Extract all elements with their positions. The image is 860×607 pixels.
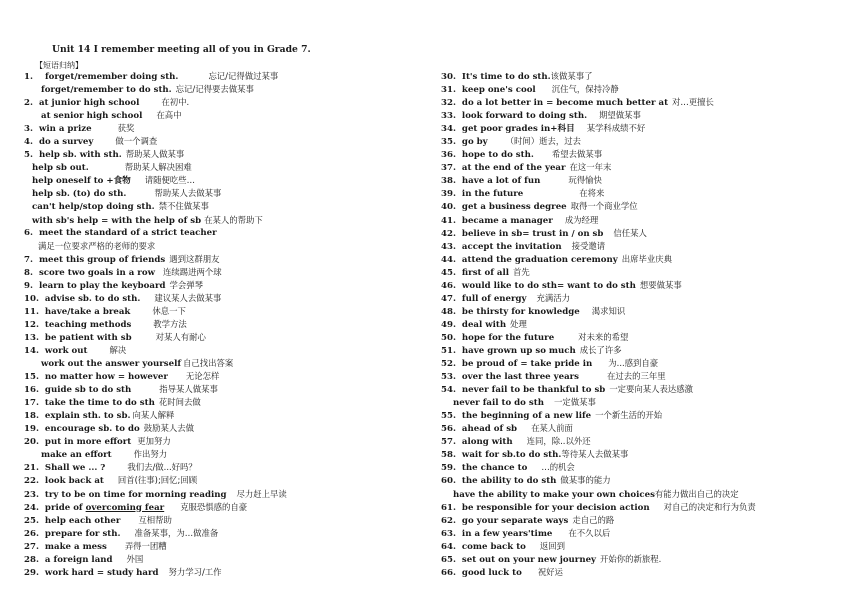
phrase-english: 51. have grown up so much [441, 345, 576, 356]
phrase-english: 53. over the last three years [441, 372, 580, 383]
phrase-chinese: 祝好运 [537, 566, 563, 577]
phrase-chinese: 满足一位要求严格的老师的要求 [38, 240, 156, 251]
phrase-entry [441, 566, 851, 579]
phrase-chinese: 建议某人去做某事 [154, 292, 222, 303]
phrase-entry [24, 553, 424, 566]
phrase-english: at senior high school [41, 111, 143, 122]
phrase-chinese: 自己找出答案 [183, 358, 234, 369]
phrase-list-right [441, 70, 851, 579]
phrase-chinese: 对自己的决定和行为负责 [663, 501, 756, 512]
phrase-english: 30. It's time to do sth. [441, 72, 551, 82]
phrase-english: 48. be thirsty for knowledge [441, 306, 580, 317]
phrase-chinese: 弄得一团糟 [124, 540, 167, 551]
phrase-english: 45. first of all [441, 267, 510, 278]
phrase-english: 33. look forward to doing sth. [441, 111, 588, 122]
phrase-chinese: 连续踢进两个球 [162, 266, 222, 277]
phrase-entry [441, 383, 851, 396]
phrase-entry [441, 148, 851, 161]
phrase-english: 54. never fail to be thankful to sb [441, 385, 606, 396]
phrase-english: 9. learn to play the keyboard [24, 280, 166, 291]
phrase-english: 35. go by [441, 137, 488, 148]
phrase-english: forget/remember to do sth. [41, 85, 172, 96]
phrase-chinese: 在初中. [161, 97, 190, 108]
phrase-english: 57. along with [441, 437, 513, 448]
phrase-english: 55. the beginning of a new life [441, 411, 592, 422]
phrase-chinese: 请随便吃些… [144, 175, 196, 186]
phrase-english: 44. attend the graduation ceremony [441, 254, 618, 265]
phrase-entry [24, 266, 424, 279]
phrase-chinese: 对…更擅长 [672, 97, 714, 108]
phrase-chinese: 在不久以后 [568, 527, 611, 538]
section-heading: 【短语归纳】 [35, 61, 83, 70]
phrase-entry [24, 83, 424, 96]
phrase-chinese: 无论怎样 [185, 371, 220, 382]
phrase-chinese: 帮助某人做某事 [125, 149, 185, 160]
phrase-entry [24, 409, 424, 422]
phrase-chinese: 等待某人去做某事 [561, 449, 629, 460]
phrase-chinese: 一个新生活的开始 [595, 410, 663, 421]
phrase-list-left [24, 70, 424, 579]
phrase-chinese: 连同，除..以外还 [526, 436, 591, 447]
phrase-chinese: 该做某事了 [550, 71, 593, 81]
phrase-english: 37. at the end of the year [441, 163, 566, 174]
phrase-chinese: 准备某事，为…做准备 [134, 527, 219, 538]
phrase-entry [441, 305, 851, 318]
phrase-english: 5. help sb. with sth. [24, 150, 122, 161]
phrase-chinese: 返回到 [539, 540, 566, 551]
phrase-chinese: 开始你的新旅程. [600, 553, 662, 564]
phrase-entry [24, 318, 424, 331]
phrase-english: 43. accept the invitation [441, 241, 562, 252]
phrase-english: 42. believe in sb= trust in / on sb [441, 228, 604, 239]
phrase-chinese: 忘记/记得要去做某事 [175, 84, 254, 95]
phrase-english: 39. in the future [441, 189, 524, 200]
phrase-chinese: 花时间去做 [158, 397, 201, 408]
phrase-entry [441, 553, 851, 566]
phrase-entry [24, 370, 424, 383]
phrase-english: 28. a foreign land [24, 554, 113, 565]
phrase-english: 47. full of energy [441, 293, 527, 304]
phrase-entry [24, 396, 424, 409]
phrase-english: 59. the chance to [441, 463, 528, 474]
phrase-english: 64. come back to [441, 541, 526, 552]
phrase-chinese: 在某人的帮助下 [204, 214, 263, 225]
phrase-english: 16. guide sb to do sth [24, 385, 132, 396]
phrase-english: 52. be proud of = take pride in [441, 359, 593, 370]
phrase-entry [441, 318, 851, 331]
phrase-chinese: 某学科成绩不好 [586, 123, 646, 134]
phrase-chinese: 外国 [126, 553, 144, 564]
phrase-chinese: 我们去/做...好吗？ [127, 462, 197, 473]
phrase-entry [441, 161, 851, 174]
phrase-english: 27. make a mess [24, 541, 107, 552]
phrase-english: 2. at junior high school [24, 98, 140, 109]
phrase-chinese: 指导某人做某事 [159, 384, 218, 395]
phrase-english: 46. would like to do sth= want to do sth [441, 280, 636, 291]
phrase-english: 38. have a lot of fun [441, 176, 541, 187]
phrase-entry [441, 488, 851, 501]
phrase-entry [441, 227, 851, 240]
phrase-entry [24, 305, 424, 318]
phrase-entry [24, 488, 424, 501]
phrase-chinese: 在将来 [579, 188, 605, 199]
phrase-english: 7. meet this group of friends [24, 254, 166, 265]
phrase-english: 6. meet the standard of a strict teacher [24, 227, 217, 238]
phrase-entry [441, 409, 851, 422]
phrase-entry [24, 514, 424, 527]
phrase-entry [441, 83, 851, 96]
phrase-english: 31. keep one's cool [441, 85, 536, 96]
phrase-entry [441, 435, 851, 448]
phrase-entry [24, 148, 424, 161]
phrase-entry [24, 566, 424, 579]
phrase-english: 29. work hard = study hard [24, 567, 159, 578]
phrase-english: help oneself to +食物 [32, 176, 131, 187]
phrase-english: help sb. (to) do sth. [32, 189, 127, 200]
page-title: Unit 14 I remember meeting all of you in Grade 7. [52, 44, 311, 55]
phrase-entry [441, 527, 851, 540]
phrase-entry [441, 279, 851, 292]
phrase-english: 13. be patient with sb [24, 332, 132, 343]
phrase-chinese: 成长了许多 [579, 344, 622, 355]
phrase-entry [441, 174, 851, 187]
phrase-entry [441, 540, 851, 553]
phrase-entry [24, 135, 424, 148]
phrase-entry [24, 240, 424, 253]
phrase-chinese: 休息一下 [152, 305, 186, 316]
phrase-entry [441, 474, 851, 487]
phrase-entry [24, 292, 424, 305]
phrase-english: 23. try to be on time for morning reading [24, 489, 227, 500]
phrase-chinese: 首先 [513, 266, 530, 277]
phrase-english: 19. encourage sb. to do [24, 424, 140, 435]
phrase-entry [24, 344, 424, 357]
phrase-chinese: 做一个调查 [115, 136, 158, 147]
phrase-english: 66. good luck to [441, 567, 522, 578]
phrase-english: 11. have/take a break [24, 306, 131, 317]
phrase-entry [24, 357, 424, 370]
phrase-chinese: 沉住气，保持冷静 [551, 84, 619, 95]
phrase-entry [441, 448, 851, 461]
phrase-chinese: 向某人解释 [132, 410, 175, 421]
phrase-english: 62. go your separate ways [441, 515, 569, 526]
phrase-entry [24, 540, 424, 553]
phrase-chinese: 对未来的希望 [578, 331, 629, 342]
phrase-english: 18. explain sth. to sb. [24, 411, 131, 422]
phrase-chinese: 渴求知识 [591, 305, 626, 316]
phrase-entry [24, 474, 424, 487]
phrase-english: with sb's help = with the help of sb [32, 215, 202, 226]
phrase-english: 12. teaching methods [24, 319, 132, 330]
phrase-entry [441, 422, 851, 435]
phrase-chinese: 希望去做某事 [551, 149, 603, 160]
phrase-chinese: 充满活力 [536, 292, 571, 303]
phrase-entry [441, 253, 851, 266]
phrase-chinese: 有能力做出自己的决定 [654, 488, 739, 499]
phrase-entry [24, 227, 424, 240]
phrase-entry [24, 422, 424, 435]
phrase-chinese: …的机会 [541, 462, 575, 473]
phrase-english: 40. get a business degree [441, 202, 567, 213]
phrase-entry [441, 357, 851, 370]
phrase-entry [24, 435, 424, 448]
phrase-entry [24, 96, 424, 109]
phrase-english: help sb out. [32, 163, 89, 174]
phrase-entry [24, 501, 424, 514]
phrase-chinese: 更加努力 [137, 436, 171, 447]
phrase-english: 26. prepare for sth. [24, 528, 121, 539]
phrase-chinese: 互相帮助 [138, 514, 172, 525]
phrase-chinese: 努力学习/工作 [168, 566, 222, 577]
phrase-entry [24, 527, 424, 540]
phrase-english: 56. ahead of sb [441, 424, 518, 435]
phrase-entry [24, 279, 424, 292]
phrase-english: 49. deal with [441, 319, 507, 330]
phrase-entry [441, 200, 851, 213]
phrase-entry [441, 292, 851, 305]
phrase-chinese: 帮助某人解决困难 [124, 162, 192, 173]
phrase-chinese: 在这一年末 [569, 162, 612, 173]
phrase-chinese: 在某人前面 [531, 423, 573, 434]
phrase-english: 4. do a survey [24, 137, 94, 148]
phrase-entry [24, 461, 424, 474]
phrase-chinese: 做某事的能力 [560, 475, 611, 486]
phrase-english: 60. the ability to do sth [441, 476, 557, 487]
phrase-chinese: 鼓励某人去做 [143, 423, 194, 434]
phrase-chinese: 解决 [109, 344, 127, 355]
phrase-chinese: 获奖 [117, 123, 135, 134]
phrase-entry [441, 187, 851, 200]
phrase-english: 41. became a manager [441, 215, 553, 226]
phrase-english: 20. put in more effort [24, 437, 132, 448]
phrase-chinese: 尽力赶上早读 [236, 488, 287, 499]
phrase-chinese: 学会弹琴 [169, 279, 203, 290]
phrase-english: 17. take the time to do sth [24, 398, 155, 409]
phrase-english: 10. advise sb. to do sth. [24, 293, 141, 304]
phrase-entry [441, 240, 851, 253]
phrase-entry [441, 122, 851, 135]
phrase-english: 15. no matter how = however [24, 372, 168, 383]
phrase-entry [441, 501, 851, 514]
phrase-chinese: 在高中 [156, 110, 182, 121]
phrase-chinese: 禁不住做某事 [158, 201, 209, 212]
phrase-entry [441, 266, 851, 279]
phrase-chinese: 为...感到自豪 [608, 358, 659, 369]
phrase-entry [24, 109, 424, 122]
phrase-english: have the ability to make your own choices [453, 489, 655, 500]
phrase-entry [24, 70, 424, 83]
phrase-english: 24. pride of [24, 502, 86, 513]
phrase-entry [441, 96, 851, 109]
phrase-entry [24, 331, 424, 344]
phrase-english: 25. help each other [24, 515, 121, 526]
phrase-entry [24, 174, 424, 187]
phrase-entry [441, 109, 851, 122]
phrase-chinese: 期望做某事 [599, 110, 641, 121]
phrase-chinese: 想要做某事 [639, 279, 682, 290]
phrase-english: 36. hope to do sth. [441, 150, 534, 161]
phrase-english: 34. get poor grades in+科目 [441, 124, 575, 135]
phrase-chinese: 教学方法 [153, 318, 187, 329]
phrase-english: 63. in a few years'time [441, 528, 553, 539]
phrase-entry [441, 370, 851, 383]
phrase-english: work out the answer yourself [41, 359, 182, 370]
phrase-entry [24, 122, 424, 135]
phrase-english: 22. look back at [24, 476, 104, 487]
phrase-underlined: overcoming fear [85, 502, 165, 513]
phrase-english: 21. Shall we ... ? [24, 463, 106, 474]
phrase-english: 8. score two goals in a row [24, 267, 155, 278]
phrase-english: 65. set out on your new journey [441, 554, 597, 565]
phrase-chinese: 一定做某事 [553, 397, 596, 408]
phrase-entry [441, 461, 851, 474]
phrase-entry [441, 214, 851, 227]
phrase-chinese: 对某人有耐心 [155, 331, 206, 342]
phrase-entry [24, 448, 424, 461]
phrase-entry [24, 253, 424, 266]
phrase-entry [441, 135, 851, 148]
phrase-entry [24, 200, 424, 213]
phrase-chinese: 克服恐惧感的自豪 [180, 501, 248, 512]
phrase-chinese: 信任某人 [613, 227, 647, 238]
phrase-chinese: 出席毕业庆典 [621, 253, 672, 264]
phrase-english: 58. wait for sb.to do sth. [441, 450, 562, 461]
phrase-chinese: 玩得愉快 [568, 175, 602, 186]
phrase-chinese: 作出努力 [133, 449, 168, 460]
phrase-english: 3. win a prize [24, 124, 92, 135]
phrase-entry [24, 383, 424, 396]
phrase-entry [441, 331, 851, 344]
phrase-chinese: 遇到这群朋友 [169, 253, 220, 264]
phrase-english: 1. forget/remember doing sth. [24, 72, 179, 82]
phrase-chinese: 接受邀请 [571, 240, 606, 251]
phrase-chinese: 成为经理 [564, 214, 599, 225]
phrase-chinese: 走自己的路 [572, 514, 615, 525]
phrase-english: 61. be responsible for your decision action [441, 502, 650, 513]
phrase-chinese: （时间）逝去，过去 [505, 136, 582, 147]
phrase-english: 32. do a lot better in = become much better at [441, 98, 669, 109]
phrase-chinese: 忘记/记得做过某事 [208, 71, 279, 81]
phrase-entry [24, 187, 424, 200]
phrase-entry [441, 70, 851, 83]
phrase-entry [24, 161, 424, 174]
phrase-english: 14. work out [24, 345, 88, 356]
phrase-entry [441, 344, 851, 357]
phrase-entry [441, 396, 851, 409]
phrase-chinese: 一定要向某人表达感激 [609, 384, 694, 395]
phrase-english: make an effort [41, 450, 112, 461]
phrase-english: never fail to do sth [453, 398, 544, 409]
phrase-chinese: 取得一个商业学位 [570, 201, 638, 212]
phrase-chinese: 在过去的三年里 [607, 371, 666, 382]
phrase-entry [441, 514, 851, 527]
phrase-chinese: 回首(往事);回忆;回顾 [117, 475, 198, 486]
phrase-english: can't help/stop doing sth. [32, 202, 155, 213]
phrase-english: 50. hope for the future [441, 332, 555, 343]
phrase-entry [24, 214, 424, 227]
phrase-chinese: 帮助某人去做某事 [154, 188, 222, 199]
phrase-chinese: 处理 [510, 318, 527, 329]
